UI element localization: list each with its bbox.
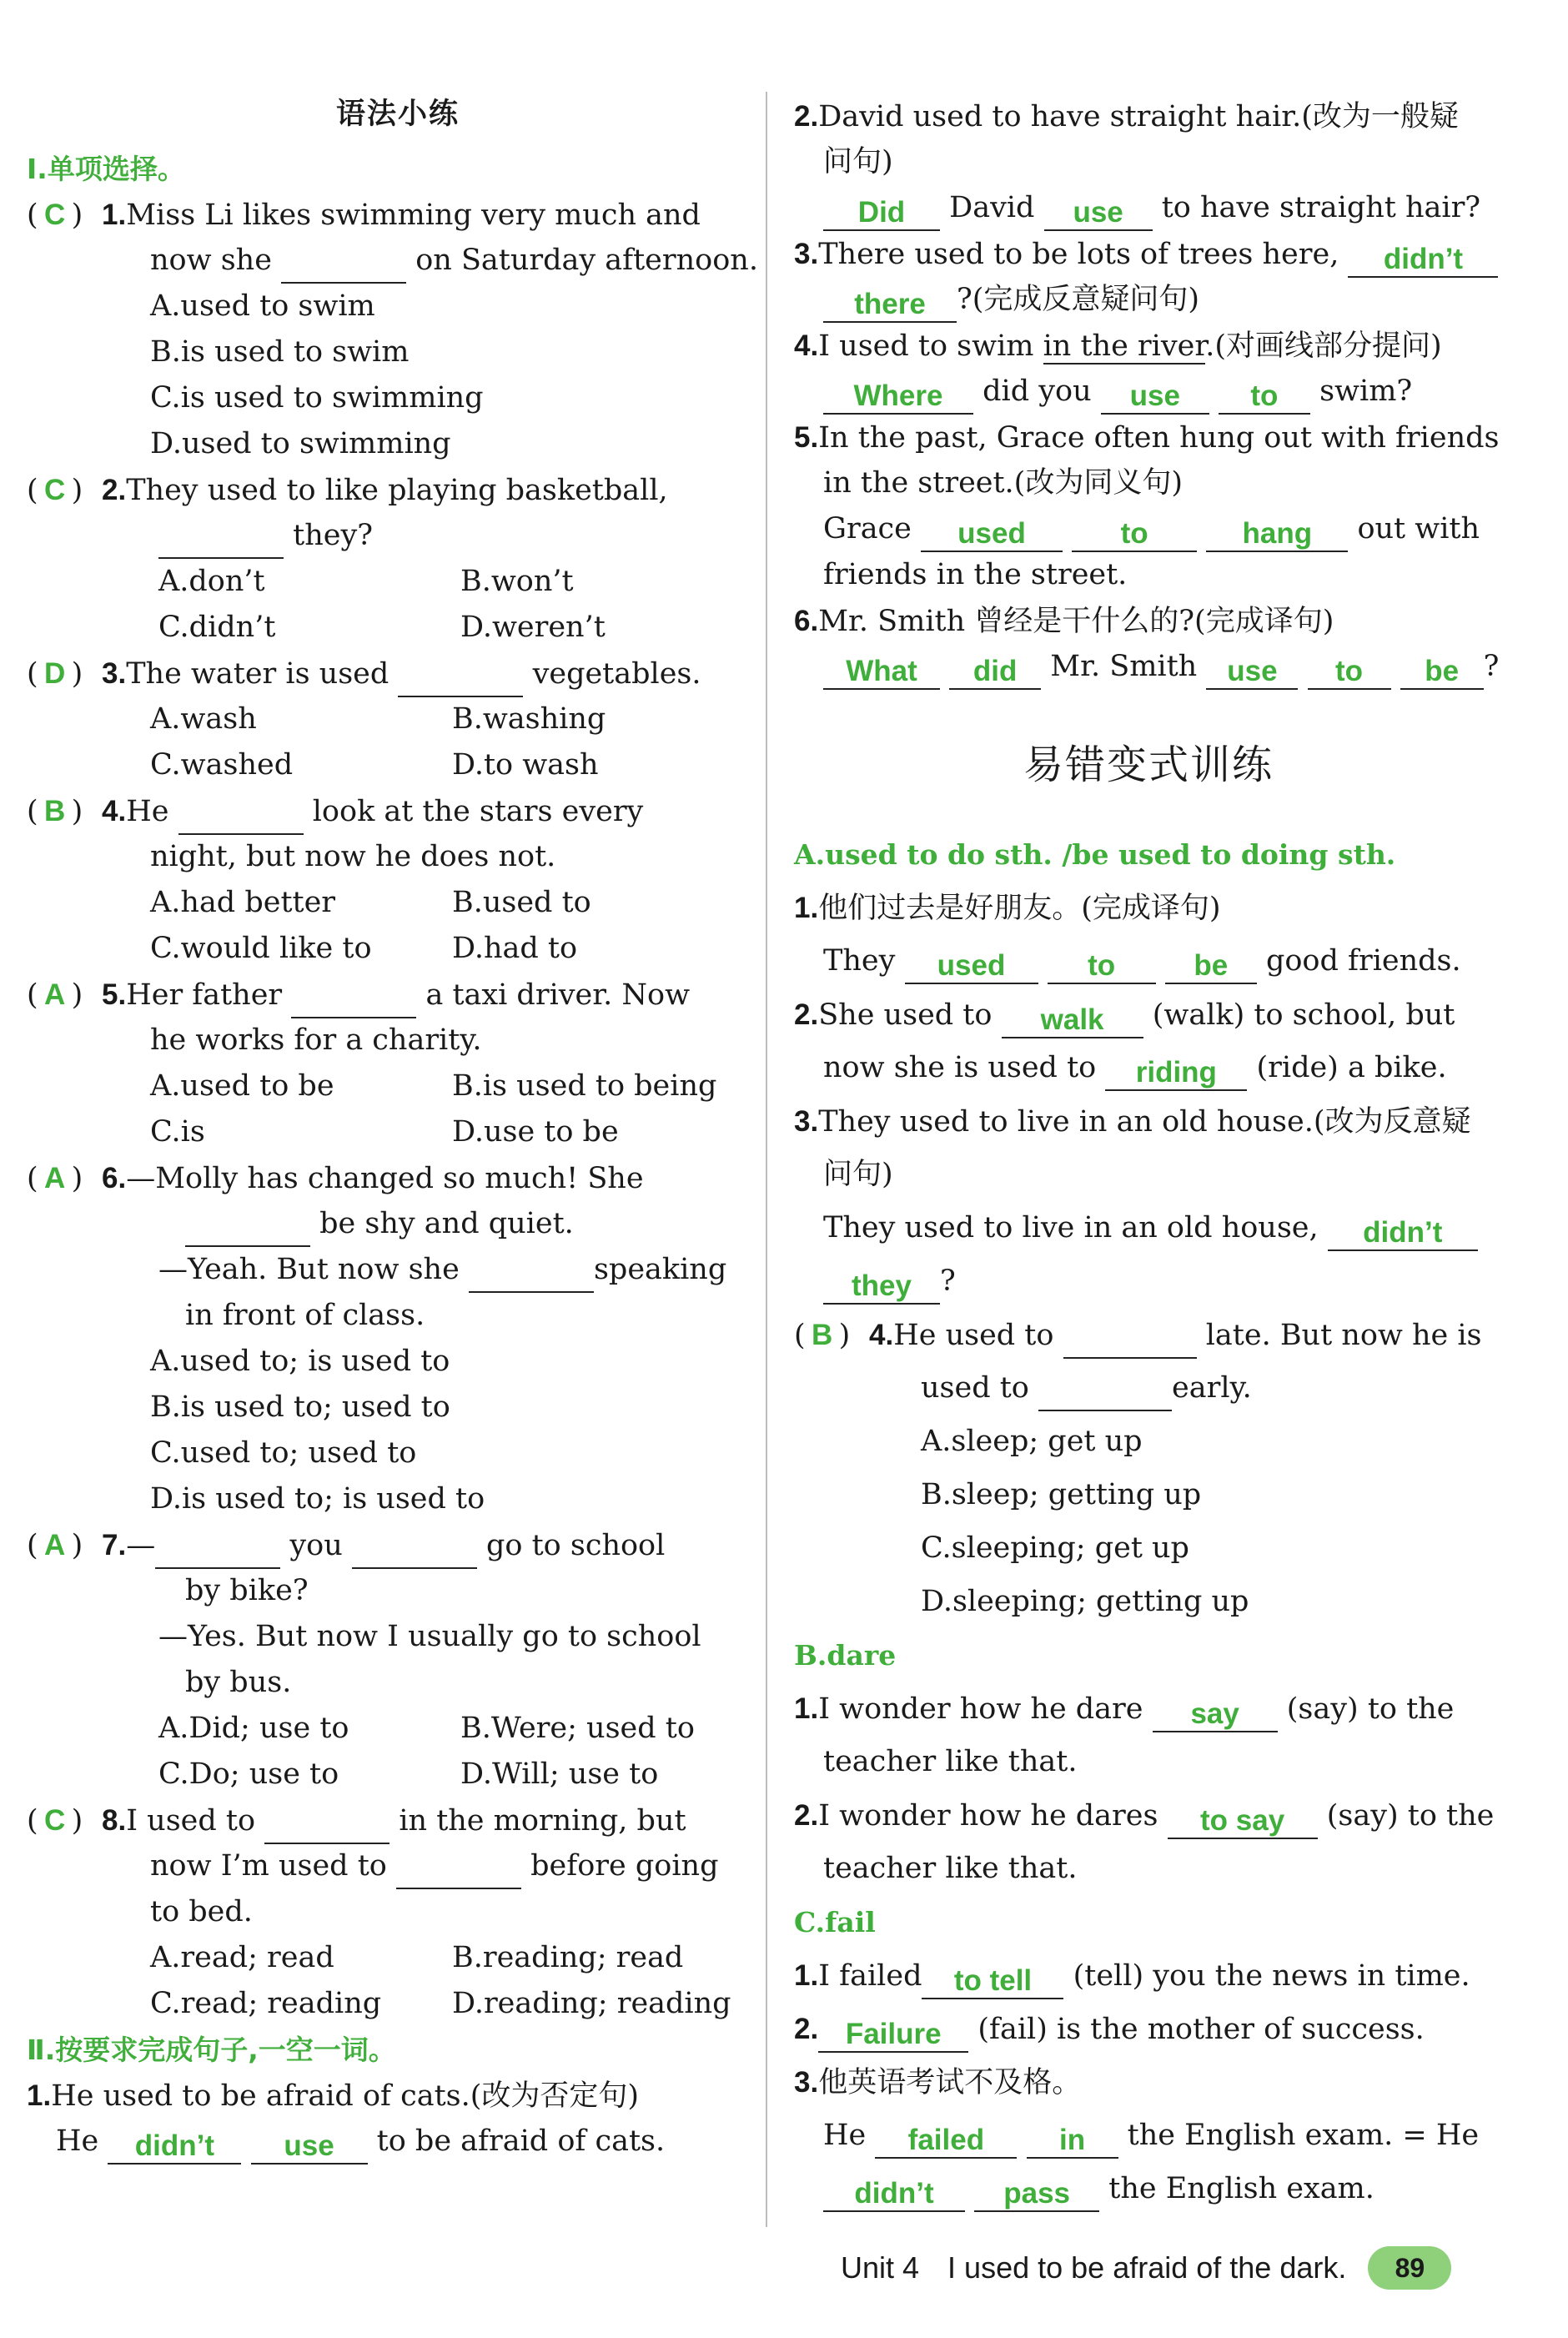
option-d: D.sleeping; getting up: [921, 1585, 1249, 1618]
variant-b2: 2.I wonder how he dares to say (say) to the teacher like that.: [794, 1799, 1495, 1885]
blank: [1063, 1322, 1197, 1359]
question-4: ( B ) 4.He look at the stars every night, but now he does not. A.had better B.used to C.would like to D.had to: [27, 788, 736, 972]
answer-6: A: [44, 1162, 66, 1194]
subsection-heading-b: B.dare: [794, 1639, 897, 1672]
question-2: ( C ) 2.They used to like playing basketball, they? A.don’t B.won’t C.didn’t D.weren’t: [27, 467, 736, 651]
blank: [352, 1532, 477, 1569]
question-3: ( D ) 3.The water is used vegetables. A.wash B.washing C.washed D.to wash: [27, 651, 736, 788]
option-c: C.is: [150, 1115, 205, 1149]
page-footer: [841, 2246, 1451, 2290]
left-column: [27, 83, 758, 2165]
option-c: C.would like to: [150, 932, 372, 965]
variant-c1: 1.I failed to tell (tell) you the news in time.: [794, 1953, 1503, 2006]
option-c: C.didn’t: [158, 611, 276, 644]
answer-1: C: [44, 199, 66, 231]
right-column: [794, 93, 1503, 2220]
question-1: ( C ) 1.Miss Li likes swimming very much and now she on Saturday afternoon. A.used to swim B.is used to swim C.is used to swimming D.used to swimming: [27, 192, 736, 467]
question-5: ( A ) 5.Her father a taxi driver. Now he works for a charity. A.used to be B.is used to being C.is D.use to be: [27, 972, 736, 1155]
option-d: D.use to be: [452, 1115, 619, 1149]
option-a: A.Did; use to: [158, 1712, 349, 1745]
question-8: ( C ) 8.I used to in the morning, but now I’m used to before going to bed. A.read; read B.reading; read C.read; reading D.reading; reading: [27, 1797, 736, 2027]
blank: [1038, 1375, 1172, 1411]
blank: [281, 247, 406, 284]
sentence-4: 4.I used to swim in the river.(对画线部分提问) Where did you use to swim?: [794, 323, 1503, 415]
blank: [185, 1210, 310, 1247]
option-d: D.is used to; is used to: [150, 1482, 485, 1516]
answer-4: B: [44, 795, 66, 827]
sentence-5: 5.In the past, Grace often hung out with friends in the street.(改为同义句) Grace used to hang out with friends in the street.: [794, 421, 1500, 591]
option-a: A.read; read: [150, 1941, 334, 1974]
blank: [291, 982, 416, 1018]
blank: [396, 1853, 521, 1889]
question-7: ( A ) 7.— you go to school by bike? —Yes. But now I usually go to school by bus. A.Did; use to B.Were; used to C.Do; use to D.Will; use to: [27, 1522, 736, 1797]
option-d: D.Will; use to: [460, 1757, 659, 1791]
option-c: C.washed: [150, 748, 294, 782]
option-d: D.to wash: [452, 748, 599, 782]
answer-2: C: [44, 474, 66, 506]
option-a: A.wash: [150, 702, 257, 736]
section-heading-choice: Ⅰ.单项选择。: [27, 153, 185, 185]
blank: [469, 1256, 594, 1293]
footer-unit: Unit 4: [841, 2250, 920, 2285]
section-title-variants: 易错变式训练: [1023, 742, 1274, 788]
option-b: B.used to: [452, 886, 591, 919]
section-heading-sentences: Ⅱ.按要求完成句子,一空一词。: [27, 2034, 396, 2066]
sentence-1: 1.He used to be afraid of cats.(改为否定句) He didn’t use to be afraid of cats.: [27, 2073, 736, 2165]
option-d: D.had to: [452, 932, 578, 965]
option-c: C.is used to swimming: [150, 381, 484, 415]
option-b: B.is used to swim: [150, 335, 410, 369]
blank: [158, 522, 284, 559]
question-6: ( A ) 6.—Molly has changed so much! She be shy and quiet. —Yeah. But now she speaking in front of class. A.used to; is used to B.is used to; used to C.used to; used to D.is used to; is used to: [27, 1155, 736, 1522]
sentence-3: 3.There used to be lots of trees here, didn’t there ?(完成反意疑问句): [794, 231, 1503, 323]
section-title-grammar: 语法小练: [335, 98, 460, 131]
answer-3: D: [44, 657, 66, 690]
option-a: A.used to; is used to: [150, 1345, 450, 1378]
subsection-heading-a: A.used to do sth. /be used to doing sth.: [794, 838, 1396, 871]
answer-8: C: [44, 1804, 66, 1837]
option-b: B.washing: [452, 702, 606, 736]
page-number: 89: [1368, 2246, 1451, 2290]
option-c: C.Do; use to: [158, 1757, 339, 1791]
footer-title: I used to be afraid of the dark.: [947, 2250, 1347, 2285]
answer-5: A: [44, 978, 66, 1011]
variant-a3: 3.They used to live in an old house.(改为反意疑 问句) They used to live in an old house, didn’t they ?: [794, 1099, 1503, 1312]
option-d: D.weren’t: [460, 611, 606, 644]
variant-c3: 3.他英语考试不及格。 He failed in the English exam. = He didn’t pass the English exam.: [794, 2059, 1503, 2220]
option-b: B.sleep; getting up: [921, 1478, 1202, 1511]
option-b: B.reading; read: [452, 1941, 684, 1974]
option-b: B.is used to being: [452, 1069, 717, 1103]
option-a: A.used to swim: [150, 289, 375, 323]
underlined-phrase: in the river: [1043, 329, 1206, 363]
option-c: C.sleeping; get up: [921, 1531, 1189, 1565]
option-b: B.won’t: [460, 565, 574, 598]
option-b: B.is used to; used to: [150, 1390, 450, 1424]
variant-b1: 1.I wonder how he dare say (say) to the teacher like that.: [794, 1692, 1455, 1778]
variant-c2: 2. Failure (fail) is the mother of success.: [794, 2006, 1503, 2059]
option-a: A.don’t: [158, 565, 265, 598]
blank: [398, 661, 523, 697]
sentence-6: 6.Mr. Smith 曾经是干什么的?(完成译句) What did Mr. Smith use to be ?: [794, 598, 1503, 690]
option-b: B.Were; used to: [460, 1712, 695, 1745]
answer-a4: B: [812, 1319, 833, 1351]
blank: [178, 798, 304, 835]
option-a: A.sleep; get up: [921, 1425, 1143, 1458]
blank: [264, 1808, 389, 1844]
variant-a1: 1.他们过去是好朋友。(完成译句) They used to be good friends.: [794, 885, 1503, 992]
option-d: D.reading; reading: [452, 1987, 731, 2020]
blank: [155, 1532, 280, 1569]
column-divider: [766, 92, 767, 2227]
variant-a4: ( B ) 4.He used to late. But now he is used to early. A.sleep; get up B.sleep; getting up C.sleeping; get up D.sleeping; getting up: [794, 1312, 1503, 1632]
subsection-heading-c: C.fail: [794, 1906, 876, 1938]
option-c: C.used to; used to: [150, 1436, 417, 1470]
option-d: D.used to swimming: [150, 427, 451, 460]
option-a: A.used to be: [150, 1069, 334, 1103]
sentence-2: 2.David used to have straight hair.(改为一般疑 问句) Did David use to have straight hair?: [794, 93, 1503, 231]
variant-a2: 2.She used to walk (walk) to school, but now she is used to riding (ride) a bike.: [794, 992, 1503, 1099]
option-a: A.had better: [150, 886, 336, 919]
option-c: C.read; reading: [150, 1987, 382, 2020]
answer-7: A: [44, 1529, 66, 1561]
